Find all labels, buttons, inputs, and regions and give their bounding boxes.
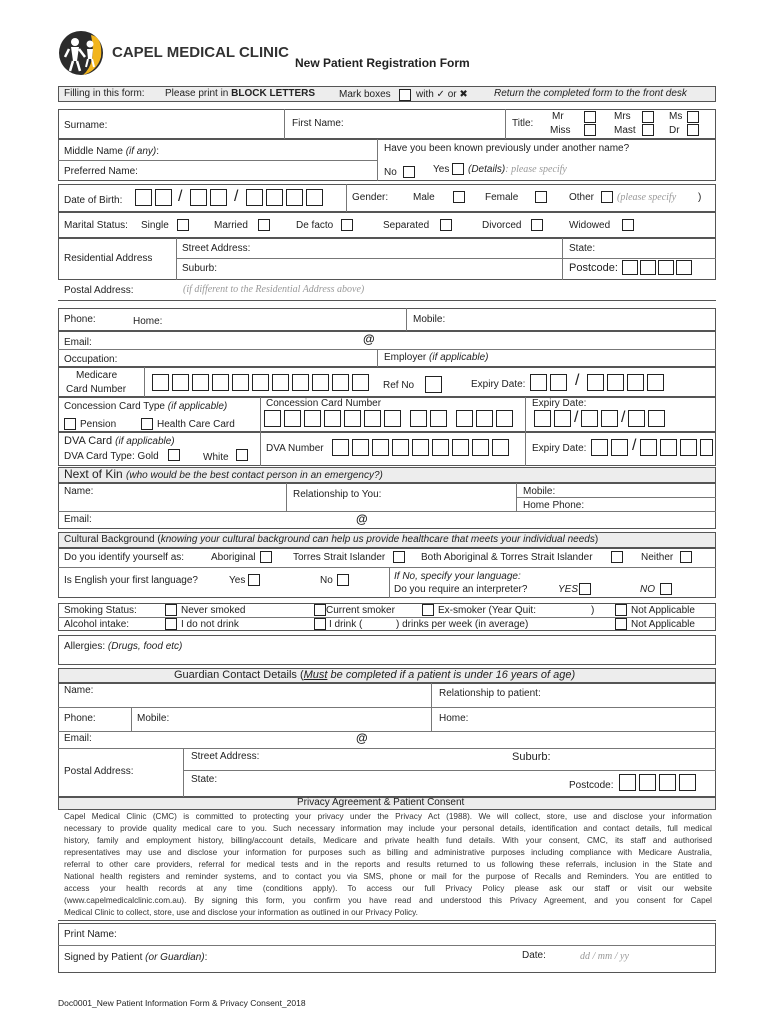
tsi-checkbox[interactable] — [393, 551, 405, 563]
neither-label: Neither — [641, 552, 674, 563]
guardian-postcode-cell[interactable] — [639, 774, 656, 791]
no-drink-label: I do not drink — [181, 619, 239, 630]
privacy-text — [64, 811, 712, 919]
marital-separated-label: Separated — [383, 220, 430, 231]
cultural-heading: Cultural Background (knowing your cultural background can help us provide healthcare that meets your individual needs) — [64, 534, 599, 545]
street-label: Street Address: — [182, 243, 251, 254]
instr-example-box — [399, 89, 411, 101]
date-label: Date: — [522, 950, 546, 961]
form-title: New Patient Registration Form — [295, 56, 470, 70]
guardian-phone-label: Phone: — [64, 713, 96, 724]
nok-name-label: Name: — [64, 486, 94, 497]
nok-home-phone-label: Home Phone: — [523, 500, 585, 511]
guardian-mobile-label: Mobile: — [137, 713, 170, 724]
medicare-expiry-cell[interactable] — [627, 374, 644, 391]
no-drink-checkbox[interactable] — [165, 618, 177, 630]
expiry-separator: / — [621, 409, 626, 426]
dva-card-label: DVA Card (if applicable) — [64, 435, 175, 447]
signature-row — [58, 923, 716, 973]
title-label: Title: — [512, 118, 534, 129]
dva-number-label: DVA Number — [266, 443, 324, 454]
email-label: Email: — [64, 337, 92, 348]
dob-year-cell[interactable] — [246, 189, 263, 206]
marital-married-label: Married — [214, 220, 248, 231]
marital-widowed-label: Widowed — [569, 220, 611, 231]
marital-divorced-checkbox[interactable] — [531, 219, 543, 231]
gender-female-checkbox[interactable] — [535, 191, 547, 203]
both-label: Both Aboriginal & Torres Strait Islander — [421, 552, 593, 563]
dva-expiry-cell[interactable] — [680, 439, 697, 456]
dob-month-cell[interactable] — [210, 189, 227, 206]
english-no-checkbox[interactable] — [337, 574, 349, 586]
aboriginal-checkbox[interactable] — [260, 551, 272, 563]
marital-defacto-checkbox[interactable] — [341, 219, 353, 231]
clinic-name: CAPEL MEDICAL CLINIC — [112, 44, 289, 61]
medicare-digit-cell[interactable] — [172, 374, 189, 391]
dva-digit-cell[interactable] — [452, 439, 469, 456]
dva-expiry-cell[interactable] — [591, 439, 608, 456]
dob-year-cell[interactable] — [266, 189, 283, 206]
medicare-expiry-label: Expiry Date: — [471, 379, 526, 390]
dva-digit-cell[interactable] — [332, 439, 349, 456]
medicare-digit-cell[interactable] — [272, 374, 289, 391]
identify-label: Do you identify yourself as: — [64, 552, 185, 563]
marital-defacto-label: De facto — [296, 220, 334, 231]
dva-expiry-cell[interactable] — [640, 439, 657, 456]
english-yes-checkbox[interactable] — [248, 574, 260, 586]
tsi-label: Torres Strait Islander — [293, 552, 386, 563]
postcode-cell[interactable] — [676, 260, 692, 275]
guardian-relationship-label: Relationship to patient: — [439, 688, 541, 699]
medicare-expiry-cell[interactable] — [550, 374, 567, 391]
concession-digit-cell[interactable] — [410, 410, 427, 427]
title-mast-label: Mast — [614, 125, 636, 136]
known-previously-label: Have you been known previously under another name? — [384, 143, 630, 154]
concession-digit-cell[interactable] — [384, 410, 401, 427]
medicare-digit-cell[interactable] — [292, 374, 309, 391]
first-name-label: First Name: — [292, 118, 344, 129]
gender-other-label: Other — [569, 192, 595, 203]
title-mrs-label: Mrs — [614, 111, 631, 122]
suburb-label: Suburb: — [182, 263, 218, 274]
allergies-label: Allergies: (Drugs, food etc) — [64, 641, 183, 652]
dva-digit-cell[interactable] — [492, 439, 509, 456]
smoking-label: Smoking Status: — [64, 605, 137, 616]
medicare-digit-cell[interactable] — [252, 374, 269, 391]
marital-separated-checkbox[interactable] — [440, 219, 452, 231]
medicare-expiry-cell[interactable] — [530, 374, 547, 391]
dva-expiry-cell[interactable] — [700, 439, 713, 456]
aboriginal-label: Aboriginal — [211, 552, 256, 563]
gender-other-checkbox[interactable] — [601, 191, 613, 203]
privacy-line: representatives may use and disclose your information for purposes such as billing and administrative purposes including compliance with Medicare Australia, — [64, 848, 712, 857]
medicare-label-2: Card Number — [66, 384, 127, 395]
gender-label: Gender: — [352, 192, 389, 203]
title-miss-checkbox[interactable] — [584, 124, 596, 136]
concession-digit-cell[interactable] — [344, 410, 361, 427]
marital-single-checkbox[interactable] — [177, 219, 189, 231]
marital-married-checkbox[interactable] — [258, 219, 270, 231]
instr-mark: Mark boxes — [339, 89, 391, 100]
marital-widowed-checkbox[interactable] — [622, 219, 634, 231]
dva-card-type-label: DVA Card Type: Gold — [64, 451, 159, 462]
title-ms-checkbox[interactable] — [687, 111, 699, 123]
expiry-separator: / — [574, 409, 579, 426]
print-name-label: Print Name: — [64, 929, 117, 940]
alcohol-na-checkbox[interactable] — [615, 618, 627, 630]
phone-mobile-label: Mobile: — [413, 314, 446, 325]
concession-digit-cell[interactable] — [430, 410, 447, 427]
privacy-line: referral to other care providers, referral for medical tests and in the reports and results returned to us following these referrals, inclusion in the State and — [64, 860, 712, 869]
medicare-digit-cell[interactable] — [192, 374, 209, 391]
concession-expiry-cell[interactable] — [581, 410, 598, 427]
concession-expiry-cell[interactable] — [648, 410, 665, 427]
title-mr-label: Mr — [552, 111, 564, 122]
alcohol-na-label: Not Applicable — [631, 619, 695, 630]
drinks-per-week-label: ) drinks per week (in average) — [396, 619, 529, 630]
medicare-digit-cell[interactable] — [212, 374, 229, 391]
dob-day-cell[interactable] — [155, 189, 172, 206]
known-yes-label: Yes — [433, 164, 450, 175]
gender-female-label: Female — [485, 192, 519, 203]
known-no-checkbox[interactable] — [403, 166, 415, 178]
neither-checkbox[interactable] — [680, 551, 692, 563]
medicare-digit-cell[interactable] — [352, 374, 369, 391]
dob-year-cell[interactable] — [286, 189, 303, 206]
gender-other-close: ) — [698, 192, 702, 203]
preferred-name-label: Preferred Name: — [64, 166, 138, 177]
nok-row — [58, 483, 716, 529]
occupation-label: Occupation: — [64, 354, 118, 365]
title-dr-checkbox[interactable] — [687, 124, 699, 136]
guardian-name-label: Name: — [64, 685, 94, 696]
dva-digit-cell[interactable] — [372, 439, 389, 456]
dva-digit-cell[interactable] — [432, 439, 449, 456]
ex-smoker-close: ) — [591, 605, 595, 616]
guardian-postcode-cell[interactable] — [659, 774, 676, 791]
privacy-line: Capel Medical Clinic (CMC) is committed to protecting your privacy under the Privacy Act (1988). We will collect, store, use and disclose your information — [64, 812, 712, 821]
dob-month-cell[interactable] — [190, 189, 207, 206]
dob-separator: / — [234, 188, 239, 205]
privacy-line: access your health records at any time (conditions apply). To access our full Privacy Policy please ask our staff or visit our website — [64, 884, 712, 893]
english-first-label: Is English your first language? — [64, 575, 198, 586]
english-yes-label: Yes — [229, 575, 246, 586]
guardian-postcode-label: Postcode: — [569, 780, 614, 791]
concession-expiry-cell[interactable] — [601, 410, 618, 427]
health-care-label: Health Care Card — [157, 419, 235, 430]
nok-email-at: @ — [356, 512, 368, 526]
known-yes-checkbox[interactable] — [452, 163, 464, 175]
medicare-expiry-cell[interactable] — [587, 374, 604, 391]
never-smoked-label: Never smoked — [181, 605, 246, 616]
gender-male-checkbox[interactable] — [453, 191, 465, 203]
guardian-street-label: Street Address: — [191, 751, 260, 762]
guardian-row — [58, 683, 716, 797]
footer-doc-id: Doc0001_New Patient Information Form & Privacy Consent_2018 — [58, 998, 306, 1008]
guardian-email-at: @ — [356, 731, 368, 745]
expiry-separator: / — [632, 437, 637, 454]
signed-label: Signed by Patient (or Guardian): — [64, 952, 208, 963]
guardian-state-label: State: — [191, 774, 218, 785]
smoking-na-label: Not Applicable — [631, 605, 695, 616]
privacy-line: National health registers and reminder systems, and to contact you via SMS, phone or mail for the purpose of Recalls and Reminders. You are entitled to — [64, 872, 712, 881]
guardian-email-label: Email: — [64, 733, 92, 744]
dob-year-cell[interactable] — [306, 189, 323, 206]
employer-label: Employer (if applicable) — [384, 352, 489, 363]
medicare-label: Medicare — [76, 370, 118, 381]
title-mr-checkbox[interactable] — [584, 111, 596, 123]
title-mrs-checkbox[interactable] — [642, 111, 654, 123]
privacy-line: necessary to provide quality medical care to you. Such necessary information may include your personal details, identification and contact details, full medical — [64, 824, 712, 833]
concession-number-label: Concession Card Number — [266, 398, 382, 409]
interpreter-no-label: NO — [640, 584, 655, 595]
pension-checkbox[interactable] — [64, 418, 76, 430]
concession-expiry-label: Expiry Date: — [532, 398, 587, 409]
concession-type-label: Concession Card Type (if applicable) — [64, 401, 228, 412]
postcode-cell[interactable] — [658, 260, 674, 275]
nok-mobile-label: Mobile: — [523, 486, 556, 497]
concession-digit-cell[interactable] — [364, 410, 381, 427]
nok-heading: Next of Kin (who would be the best contact person in an emergency?) — [64, 467, 383, 481]
email-at: @ — [363, 332, 375, 346]
privacy-line: (www.capelmedicalclinic.com.au). By signing this form, you confirm you have read and understood this Privacy Agreement, and you consent for Capel — [64, 896, 712, 905]
interpreter-yes-checkbox[interactable] — [579, 583, 591, 595]
current-smoker-label: Current smoker — [326, 605, 395, 616]
dva-white-label: White — [203, 452, 229, 463]
known-details-label: (Details): please specify — [468, 164, 567, 175]
medicare-expiry-cell[interactable] — [647, 374, 664, 391]
drink-label: I drink ( — [329, 619, 363, 630]
phone-home-label: Home: — [133, 316, 163, 327]
instr-with: with ✓ or ✖ — [416, 89, 468, 100]
medicare-expiry-cell[interactable] — [607, 374, 624, 391]
medicare-ref-cell[interactable] — [425, 376, 442, 393]
dob-label: Date of Birth: — [64, 195, 123, 206]
guardian-home-label: Home: — [439, 713, 469, 724]
medicare-digit-cell[interactable] — [152, 374, 169, 391]
gender-other-specify: (please specify — [617, 192, 677, 203]
drink-checkbox[interactable] — [314, 618, 326, 630]
health-care-checkbox[interactable] — [141, 418, 153, 430]
postal-hint: (if different to the Residential Address above) — [183, 284, 365, 295]
concession-digit-cell[interactable] — [284, 410, 301, 427]
current-smoker-checkbox[interactable] — [314, 604, 326, 616]
privacy-line: history, family and employment history, billing/account details, Medicare and private health fund details. With your consent, CMC, its staff and authorised — [64, 836, 712, 845]
dva-digit-cell[interactable] — [352, 439, 369, 456]
dva-expiry-label: Expiry Date: — [532, 443, 587, 454]
ex-smoker-checkbox[interactable] — [422, 604, 434, 616]
dva-expiry-cell[interactable] — [660, 439, 677, 456]
title-mast-checkbox[interactable] — [642, 124, 654, 136]
middle-name-label: Middle Name (if any): — [64, 146, 160, 157]
clinic-logo — [57, 27, 109, 77]
phone-label: Phone: — [64, 314, 96, 325]
medicare-digit-cell[interactable] — [332, 374, 349, 391]
alcohol-label: Alcohol intake: — [64, 619, 130, 630]
concession-digit-cell[interactable] — [476, 410, 493, 427]
concession-expiry-cell[interactable] — [628, 410, 645, 427]
marital-label: Marital Status: — [64, 220, 128, 231]
title-ms-label: Ms — [669, 111, 683, 122]
guardian-suburb-label: Suburb: — [512, 751, 551, 763]
concession-expiry-cell[interactable] — [534, 410, 551, 427]
dob-separator: / — [178, 188, 183, 205]
guardian-postcode-cell[interactable] — [619, 774, 636, 791]
nok-email-label: Email: — [64, 514, 92, 525]
medicare-ref-label: Ref No — [383, 380, 415, 391]
postcode-label: Postcode: — [569, 262, 618, 274]
privacy-heading: Privacy Agreement & Patient Consent — [297, 797, 465, 808]
english-no-label: No — [320, 575, 333, 586]
interpreter-no-checkbox[interactable] — [660, 583, 672, 595]
residential-label: Residential Address — [64, 253, 153, 264]
if-no-language-label: If No, specify your language: — [394, 571, 521, 582]
surname-label: Surname: — [64, 120, 108, 131]
state-label: State: — [569, 243, 596, 254]
both-checkbox[interactable] — [611, 551, 623, 563]
never-smoked-checkbox[interactable] — [165, 604, 177, 616]
dob-day-cell[interactable] — [135, 189, 152, 206]
concession-digit-cell[interactable] — [324, 410, 341, 427]
concession-digit-cell[interactable] — [496, 410, 513, 427]
smoking-na-checkbox[interactable] — [615, 604, 627, 616]
instr-filling: Filling in this form: — [64, 88, 145, 99]
interpreter-label: Do you require an interpreter? — [394, 584, 528, 595]
concession-digit-cell[interactable] — [304, 410, 321, 427]
concession-digit-cell[interactable] — [456, 410, 473, 427]
instr-block: Please print in BLOCK LETTERS — [165, 88, 316, 99]
guardian-postal-label: Postal Address: — [64, 766, 134, 777]
dva-digit-cell[interactable] — [412, 439, 429, 456]
gender-male-label: Male — [413, 192, 435, 203]
postcode-cell[interactable] — [640, 260, 656, 275]
concession-digit-cell[interactable] — [264, 410, 281, 427]
dva-digit-cell[interactable] — [392, 439, 409, 456]
dva-digit-cell[interactable] — [472, 439, 489, 456]
guardian-postcode-cell[interactable] — [679, 774, 696, 791]
instr-return: Return the completed form to the front desk — [494, 88, 687, 99]
marital-single-label: Single — [141, 220, 169, 231]
medicare-digit-cell[interactable] — [312, 374, 329, 391]
title-miss-label: Miss — [550, 125, 571, 136]
guardian-heading: Guardian Contact Details (Must be completed if a patient is under 16 years of age) — [174, 669, 576, 681]
interpreter-yes-label: YES — [558, 584, 579, 595]
ex-smoker-label: Ex-smoker (Year Quit: — [438, 605, 536, 616]
dva-expiry-cell[interactable] — [611, 439, 628, 456]
medicare-digit-cell[interactable] — [232, 374, 249, 391]
concession-expiry-cell[interactable] — [554, 410, 571, 427]
dva-white-checkbox[interactable] — [236, 449, 248, 461]
postcode-cell[interactable] — [622, 260, 638, 275]
postal-label: Postal Address: — [64, 285, 134, 296]
dva-gold-checkbox[interactable] — [168, 449, 180, 461]
pension-label: Pension — [80, 419, 117, 430]
title-dr-label: Dr — [669, 125, 680, 136]
nok-relationship-label: Relationship to You: — [293, 489, 382, 500]
known-no-label: No — [384, 167, 397, 178]
date-hint: dd / mm / yy — [580, 951, 629, 962]
marital-divorced-label: Divorced — [482, 220, 522, 231]
privacy-line: Medical Clinic to collect, store, use and disclose your information as outlined in our Privacy Policy. — [64, 908, 418, 917]
expiry-separator: / — [575, 372, 580, 389]
